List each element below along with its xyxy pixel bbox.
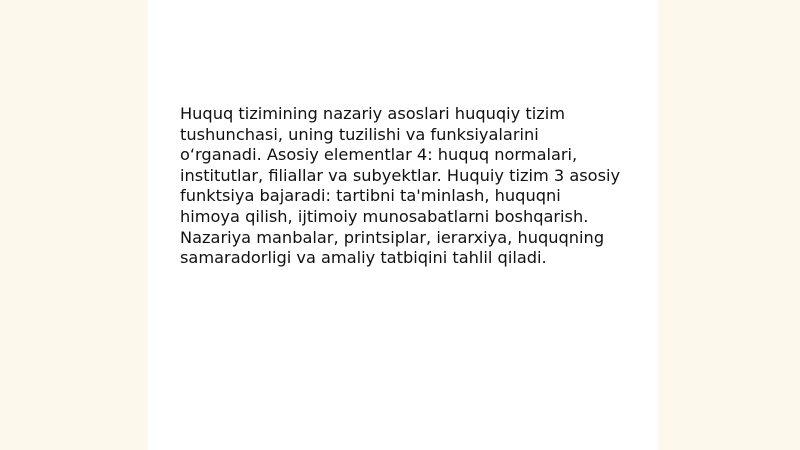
body-paragraph: Huquq tizimining nazariy asoslari huquqiy tizim tushunchasi, uning tuzilishi va funksiyalarini o‘rganadi. Asosiy elementlar 4: huquq normalari, institutlar, filiallar va subyektlar. Huquiy tizim 3 asosiy funktsiya bajaradi: tartibni ta'minlash, huquqni himoya qilish, ijtimoiy munosabatlarni boshqarish. Nazariya manbalar, printsiplar, ierarxiya, huquqning samaradorligi va amaliy tatbiqini tahlil qiladi.: [180, 104, 621, 268]
document-page: [148, 0, 658, 450]
